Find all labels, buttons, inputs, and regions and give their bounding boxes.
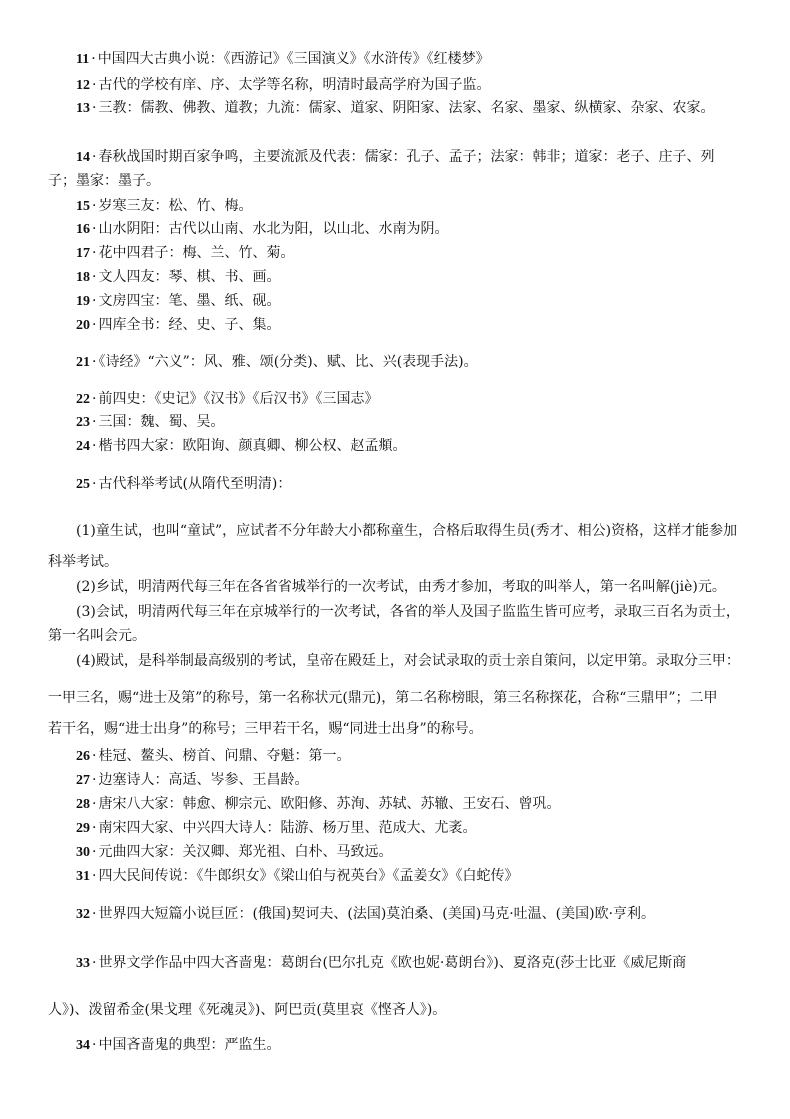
- item-text: 世界文学作品中四大吝啬鬼：葛朗台(巴尔扎克《欧也妮·葛朗台》)、夏洛克(莎士比亚《威尼斯商: [98, 955, 687, 971]
- list-item: 24 · 楷书四大家：欧阳询、颜真卿、柳公权、赵孟頫。: [76, 438, 407, 454]
- item-text: 元曲四大家：关汉卿、郑光祖、白朴、马致远。: [98, 844, 393, 860]
- list-item-continuation: [0, 172, 790, 190]
- item-text: 桂冠、鳌头、榜首、问鼎、夺魁：第一。: [98, 748, 351, 764]
- list-item: 27 · 边塞诗人：高适、岑参、王昌龄。: [76, 772, 309, 788]
- item-number: 18: [76, 270, 90, 285]
- list-item: 18 · 文人四友：琴、棋、书、画。: [76, 269, 281, 285]
- item-number: 26: [76, 749, 90, 764]
- list-item: 29 · 南宋四大家、中兴四大诗人：陆游、杨万里、范成大、尤袤。: [76, 820, 477, 836]
- item-number: 30: [76, 845, 90, 860]
- item-text: 唐宋八大家：韩愈、柳宗元、欧阳修、苏洵、苏轼、苏辙、王安石、曾巩。: [98, 796, 561, 812]
- item-number: 29: [76, 821, 90, 836]
- item-number: 16: [76, 222, 90, 237]
- item-text: 中国吝啬鬼的典型：严监生。: [98, 1037, 281, 1053]
- item-number: 23: [76, 415, 90, 430]
- item-text: 中国四大古典小说：《西游记》《三国演义》《水浒传》《红楼梦》: [97, 51, 490, 67]
- item-text: 岁寒三友：松、竹、梅。: [98, 198, 253, 214]
- exam-paragraph-continuation: 一甲三名，赐“进士及第”的称号，第一名称状元(鼎元)，第二名称榜眼，第三名称探花，合称“三鼎甲”；二甲: [48, 690, 718, 706]
- item-number: 33: [76, 956, 90, 971]
- item-number: 15: [76, 199, 90, 214]
- item-number: 32: [76, 907, 90, 922]
- item-text: 《诗经》“六义”：风、雅、颂(分类)、赋、比、兴(表现手法)。: [98, 354, 478, 370]
- list-item: 25 · 古代科举考试(从隋代至明清)：: [76, 476, 292, 492]
- list-item: 34 · 中国吝啬鬼的典型：严监生。: [76, 1037, 281, 1053]
- item-text: 四库全书：经、史、子、集。: [98, 317, 281, 333]
- list-item: 11 · 中国四大古典小说：《西游记》《三国演义》《水浒传》《红楼梦》: [76, 51, 490, 67]
- exam-paragraph: (2)乡试，明清两代每三年在各省省城举行的一次考试，由秀才参加，考取的叫举人，第一名叫解(jiè)元。: [76, 579, 726, 595]
- list-item: 14 · 春秋战国时期百家争鸣，主要流派及代表：儒家：孔子、孟子；法家：韩非；道家：老子、庄子、列: [76, 149, 715, 165]
- list-item: 20 · 四库全书：经、史、子、集。: [76, 317, 281, 333]
- list-item: 33 · 世界文学作品中四大吝啬鬼：葛朗台(巴尔扎克《欧也妮·葛朗台》)、夏洛克(莎士比亚《威尼斯商: [76, 955, 687, 971]
- item-number: 28: [76, 797, 90, 812]
- item-number: 14: [76, 150, 90, 165]
- list-item: 26 · 桂冠、鳌头、榜首、问鼎、夺魁：第一。: [76, 748, 351, 764]
- list-item: 17 · 花中四君子：梅、兰、竹、菊。: [76, 245, 295, 261]
- exam-paragraph: (3)会试，明清两代每三年在京城举行的一次考试，各省的举人及国子监监生皆可应考，录取三百名为贡士，: [76, 604, 740, 620]
- item-text: 世界四大短篇小说巨匠：(俄国)契诃夫、(法国)莫泊桑、(美国)马克·吐温、(美国)欧·亨利。: [98, 906, 656, 922]
- exam-paragraph: (1)童生试，也叫“童试”，应试者不分年龄大小都称童生，合格后取得生员(秀才、相公)资格，这样才能参加: [76, 523, 738, 539]
- item-text: 春秋战国时期百家争鸣，主要流派及代表：儒家：孔子、孟子；法家：韩非；道家：老子、庄子、列: [98, 149, 715, 165]
- list-item: 12 · 古代的学校有庠、序、太学等名称，明清时最高学府为国子监。: [76, 77, 491, 93]
- item-number: 20: [76, 318, 90, 333]
- item-text: 古代的学校有庠、序、太学等名称，明清时最高学府为国子监。: [98, 77, 491, 93]
- item-number: 12: [76, 78, 90, 93]
- item-number: 31: [76, 869, 90, 884]
- exam-paragraph-continuation: 若干名，赐“进士出身”的称号；三甲若干名，赐“同进士出身”的称号。: [48, 721, 483, 737]
- item-text: 花中四君子：梅、兰、竹、菊。: [98, 245, 295, 261]
- list-item: 16 · 山水阴阳：古代以山南、水北为阳，以山北、水南为阴。: [76, 221, 449, 237]
- item-number: 11: [76, 52, 90, 67]
- list-item: 31 · 四大民间传说：《牛郎织女》《梁山伯与祝英台》《孟姜女》《白蛇传》: [76, 868, 519, 884]
- item-number: 25: [76, 477, 90, 492]
- exam-paragraph: (4)殿试，是科举制最高级别的考试，皇帝在殿廷上，对会试录取的贡士亲自策问，以定甲第。录取分三甲：: [76, 653, 740, 669]
- item-text: 前四史：《史记》《汉书》《后汉书》《三国志》: [98, 391, 379, 407]
- item-number: 17: [76, 246, 90, 261]
- item-text: 楷书四大家：欧阳询、颜真卿、柳公权、赵孟頫。: [98, 438, 407, 454]
- list-item: 21 · 《诗经》“六义”：风、雅、颂(分类)、赋、比、兴(表现手法)。: [76, 354, 478, 370]
- item-text: 三国：魏、蜀、吴。: [98, 414, 225, 430]
- item-number: 21: [76, 355, 90, 370]
- item-number: 22: [76, 392, 90, 407]
- item-text: 南宋四大家、中兴四大诗人：陆游、杨万里、范成大、尤袤。: [98, 820, 477, 836]
- list-item: 23 · 三国：魏、蜀、吴。: [76, 414, 225, 430]
- item-number: 24: [76, 439, 90, 454]
- item-text: 边塞诗人：高适、岑参、王昌龄。: [98, 772, 309, 788]
- item-text: 文房四宝：笔、墨、纸、砚。: [98, 293, 281, 309]
- list-item: 13 · 三教：儒教、佛教、道教；九流：儒家、道家、阴阳家、法家、名家、墨家、纵横家、杂家、农家。: [76, 100, 715, 116]
- list-item: 28 · 唐宋八大家：韩愈、柳宗元、欧阳修、苏洵、苏轼、苏辙、王安石、曾巩。: [76, 796, 561, 812]
- item-text: 文人四友：琴、棋、书、画。: [98, 269, 281, 285]
- item-text: 子；墨家：墨子。: [48, 173, 160, 189]
- exam-paragraph-continuation: 第一名叫会元。: [48, 628, 146, 644]
- item-number: 19: [76, 294, 90, 309]
- item-number: 27: [76, 773, 90, 788]
- item-number: 34: [76, 1038, 90, 1053]
- item-text: 山水阴阳：古代以山南、水北为阳，以山北、水南为阴。: [98, 221, 449, 237]
- list-item: 15 · 岁寒三友：松、竹、梅。: [76, 198, 253, 214]
- list-item-continuation: [0, 1001, 790, 1019]
- list-item: 32 · 世界四大短篇小说巨匠：(俄国)契诃夫、(法国)莫泊桑、(美国)马克·吐温、(美国)欧·亨利。: [76, 906, 656, 922]
- item-text: 人》)、泼留希金(果戈理《死魂灵》)、阿巴贡(莫里哀《悭吝人》)。: [48, 1002, 447, 1018]
- item-text: 古代科举考试(从隋代至明清)：: [98, 476, 292, 492]
- list-item: 22 · 前四史：《史记》《汉书》《后汉书》《三国志》: [76, 391, 379, 407]
- item-text: 三教：儒教、佛教、道教；九流：儒家、道家、阴阳家、法家、名家、墨家、纵横家、杂家、农家。: [98, 100, 715, 116]
- item-number: 13: [76, 101, 90, 116]
- exam-paragraph-continuation: 科举考试。: [48, 554, 118, 570]
- list-item: 19 · 文房四宝：笔、墨、纸、砚。: [76, 293, 281, 309]
- list-item: 30 · 元曲四大家：关汉卿、郑光祖、白朴、马致远。: [76, 844, 393, 860]
- item-text: 四大民间传说：《牛郎织女》《梁山伯与祝英台》《孟姜女》《白蛇传》: [98, 868, 519, 884]
